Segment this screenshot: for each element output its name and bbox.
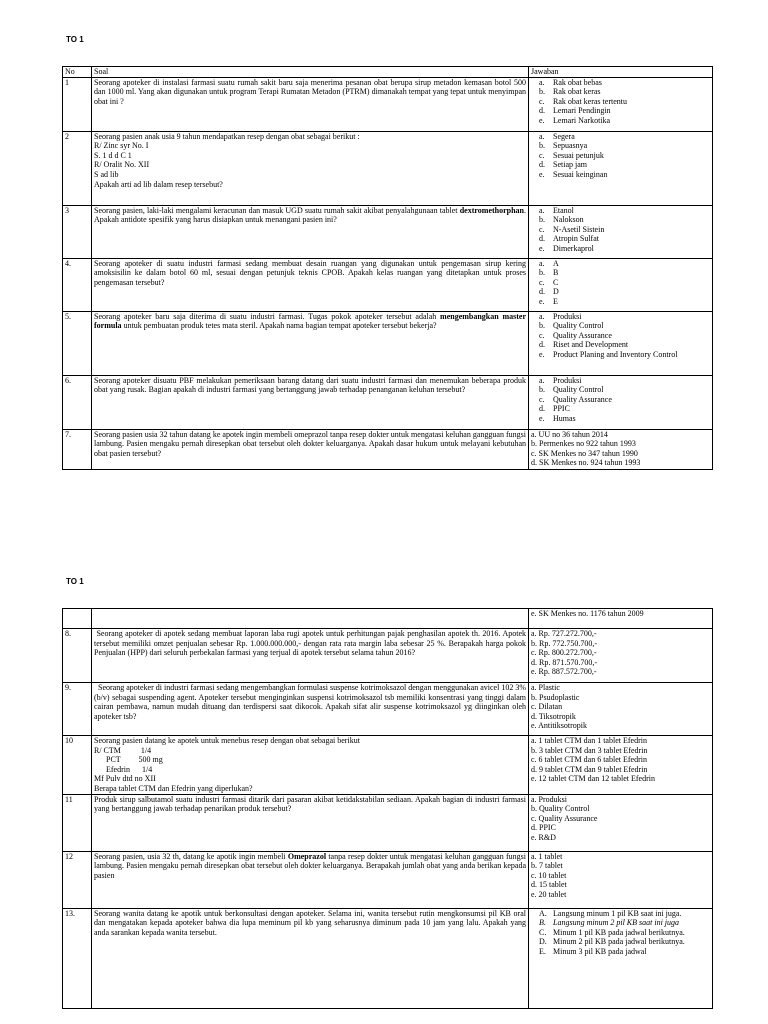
question-line: Seorang pasien usia 32 tahun datang ke apotek ingin membeli omeprazol tanpa resep dokter untuk mengatasi keluhan gangguan fungsi lambung. Pasien mengaku pernah diresepkan obat tersebut oleh dokter keluarganya. Apakah dasar hukum untuk melayani kebutuhan obat pasien tersebut? [94,429,528,458]
option-text: C [553,277,559,287]
answer-options [531,206,710,254]
option-text: Langsung minum 1 pil KB saat ini juga. [553,908,682,918]
option-marker: d. [539,287,545,297]
answer-option [539,243,710,254]
answer-option [539,349,710,360]
option-marker: c. [539,277,545,287]
answer-option: e. Rp. 887.572.700,- [531,667,597,677]
option-marker: e. [539,115,545,125]
option-text: Minum 1 pil KB pada jadwal berikutnya. [553,927,685,937]
question-text [92,908,529,1008]
answer-options [531,78,710,126]
answer-option [539,375,710,386]
option-text: N-Asetil Sistein [553,224,605,234]
option-marker: b. [539,87,545,97]
question-line: Seorang apoteker di suatu industri farmasi sedang membuat desain ruangan yang digunakan untuk pengemasan sirup kering amoksisilin ke dalam botol 60 ml, sesuai dengan petunjuk teknis CPOB. Apakah kelas ruangan yang ditetapkan untuk proses pengemasan tersebut? [94,258,528,287]
question-table-1 [62,66,713,470]
question-emphasis: Omeprazol [287,851,327,861]
answer-option: d. PPIC [531,823,556,833]
answer-option [539,404,710,414]
question-text: Seorang pasien, usia 32 th, datang ke apotik ingin membeli Omeprazol tanpa resep dokter untuk mengatasi keluhan gangguan fungsi lambung. Pasien mengaku pernah diresepkan obat tersebut oleh dokter keluarganya. Berapakah jumlah obat yang anda berikan kepada pasien [92,851,529,908]
question-row [63,851,713,908]
answer-option [539,277,710,288]
option-marker: e. [539,243,545,253]
question-emphasis: mengembangkan master formula [94,311,527,331]
question-line: Seorang apoteker di industri farmasi sedang mengembangkan formulasi suspense kotrimoksazol dengan menggunakan avicel 102 3% (b/v) sebagai suspending agent. Apoteker tersebut menginginkan suspensi kotrimoksazol tsb memiliki konsentrasi yang tinggi dalam cairan pembawa, namun mudah dituang dan terdispersi saat dikocok. Apakah sifat alir suspense kotrimoksazol yg diinginkan oleh apoteker tsb? [94,683,528,721]
option-marker: e. [539,296,545,306]
answer-option [539,385,710,395]
answer-option [539,224,710,235]
option-text: B [553,268,559,278]
option-marker: b. [539,268,545,278]
answer-options [531,376,710,424]
option-marker: a. [539,311,545,321]
option-text: Sepuasnya [553,141,588,151]
answer-cell [529,908,713,1008]
answer-option [539,96,710,107]
answer-options [531,132,710,180]
question-line: Produk sirup salbutamol suatu industri farmasi ditarik dari pasaran akibat ketidakstabilan sediaan. Apakah bagian di industri farmasi yang bertanggung jawab terhadap penarikan produk tersebut? [94,794,528,814]
answer-option: b. Permenkes no 922 tahun 1993 [531,439,636,449]
question-row [63,429,713,469]
question-table-2 [62,608,713,1009]
answer-option: a. Produksi [531,794,567,804]
question-number: 4. [63,258,92,311]
answer-option: e. 12 tablet CTM dan 12 tablet Efedrin [531,774,655,784]
answer-option [539,330,710,341]
option-marker: e. [539,169,545,179]
answer-option [539,234,710,244]
answer-option [539,106,710,116]
answer-cell [529,258,713,311]
option-text: Segera [553,131,575,141]
answer-cell [529,683,713,736]
question-text [92,258,529,311]
question-line: PCT 500 mg [94,755,163,765]
answer-option: b. Quality Control [531,804,590,814]
question-row [63,375,713,429]
option-text: Minum 2 pil KB pada jadwal berikutnya. [553,937,685,947]
question-line: Seorang pasien anak usia 9 tahun mendapatkan resep dengan obat sebagai berikut : [94,131,360,141]
answer-cell [529,629,713,683]
answer-option [539,946,710,957]
question-number: 12 [63,851,92,908]
answer-option [539,394,710,405]
option-text: Langsung minum 2 pil KB saat ini juga [553,918,680,928]
option-text: Quality Assurance [553,330,612,340]
table-header-row [63,67,713,78]
answer-option: c. Dilatan [531,702,563,712]
question-row [63,131,713,205]
option-marker: b. [539,321,545,331]
option-text: D [553,287,559,297]
answer-option [539,927,710,938]
answer-option [539,141,710,151]
answer-option: c. 10 tablet [531,870,567,880]
answer-option [539,311,710,322]
option-text: Setiap jam [553,160,587,170]
answer-option: e. 20 tablet [531,889,567,899]
option-text: PPIC [553,404,570,414]
answer-option: b. Rp. 772.750.700,- [531,638,597,648]
option-marker: c. [539,150,545,160]
option-text: E [553,296,558,306]
answer-option: c. Quality Assurance [531,813,598,823]
option-marker: e. [539,349,545,359]
answer-option [539,908,710,919]
answer-option: e. Antitiksotropik [531,721,587,731]
answer-option: a. 1 tablet CTM dan 1 tablet Efedrin [531,736,647,745]
option-marker: E. [539,946,546,956]
answer-option: c. 6 tablet CTM dan 6 tablet Efedrin [531,755,647,765]
option-text: Rak obat keras tertentu [553,96,627,106]
answer-options [531,312,710,360]
option-marker: b. [539,385,545,395]
header-no: No [63,67,92,78]
answer-options [531,259,710,307]
answer-option: d. Rp. 871.570.700,- [531,657,597,667]
continuation-row [63,609,713,629]
option-marker: d. [539,160,545,170]
option-text: Quality Control [553,385,604,395]
answer-cell [529,77,713,131]
option-marker: c. [539,394,545,404]
question-line: S. 1 d d C 1 [94,150,132,160]
answer-option [539,169,710,180]
option-marker: c. [539,330,545,340]
answer-option [539,205,710,216]
page-label-1: TO 1 [66,35,84,44]
answer-options [531,909,710,957]
answer-option: d. 9 tablet CTM dan 9 tablet Efedrin [531,764,648,774]
option-text: Quality Assurance [553,394,612,404]
question-number: 2 [63,131,92,205]
question-text: Seorang pasien, laki-laki mengalami keracunan dan masuk UGD suatu rumah sakit akibat penyalahgunaan tablet dextromethorphan. Apakah antidote spesifik yang harus disiapkan untuk menangani pasien ini? [92,205,529,258]
option-text: Rak obat bebas [553,77,602,87]
question-row [63,629,713,683]
question-number: 8. [63,629,92,683]
answer-cell [529,851,713,908]
option-text: Minum 3 pil KB pada jadwal [553,946,647,956]
question-line: R/ Oralit No. XII [94,160,150,170]
answer-option [539,918,710,928]
answer-option [539,150,710,161]
question-row [63,736,713,795]
option-marker: a. [539,77,545,87]
answer-option [539,413,710,424]
answer-option [539,268,710,278]
question-text [92,375,529,429]
question-number: 11 [63,794,92,851]
option-text: Lemari Pendingin [553,106,611,116]
answer-option: b. Psudoplastic [531,692,580,702]
page-label-2: TO 1 [66,577,84,586]
option-text: Nalokson [553,215,584,225]
option-marker: d. [539,106,545,116]
answer-cell [529,131,713,205]
option-marker: a. [539,258,545,268]
answer-option [539,321,710,331]
question-row [63,908,713,1008]
question-number: 9. [63,683,92,736]
question-number: 13. [63,908,92,1008]
question-row [63,77,713,131]
answer-option [539,937,710,947]
option-marker: b. [539,215,545,225]
question-row [63,683,713,736]
question-text: Seorang apoteker baru saja diterima di suatu industri farmasi. Tugas pokok apoteker tersebut adalah mengembangkan master formula untuk pembuatan produk tetes mata steril. Apakah nama bagian tempat apoteker tersebut bekerja? [92,311,529,375]
header-soal: Soal [92,67,529,78]
question-line: Apakah arti ad lib dalam resep tersebut? [94,179,223,189]
option-marker: d. [539,234,545,244]
question-number: 10 [63,736,92,795]
question-line: Seorang pasien datang ke apotek untuk menebus resep dengan obat sebagai berikut [94,736,360,745]
continuation-question [92,609,529,629]
answer-option [539,115,710,126]
option-text: Dimerkaprol [553,243,594,253]
option-text: Sesuai petunjuk [553,150,604,160]
answer-option [539,296,710,307]
option-text: Quality Control [553,321,604,331]
option-marker: D. [539,937,547,947]
question-text [92,629,529,683]
question-number: 3 [63,205,92,258]
option-text: Product Planing and Inventory Control [553,349,678,359]
answer-option [539,160,710,170]
question-text [92,429,529,469]
question-text [92,794,529,851]
question-text [92,131,529,205]
question-row [63,205,713,258]
answer-cell [529,205,713,258]
answer-option [539,215,710,225]
header-jawaban: Jawaban [529,67,713,78]
option-marker: d. [539,404,545,414]
option-marker: e. [539,413,545,423]
answer-option: c. SK Menkes no 347 tahun 1990 [531,448,638,458]
option-text: Etanol [553,205,574,215]
question-line: Seorang apoteker disuatu PBF melakukan pemeriksaan barang datang dari suatu industri farmasi dan menemukan beberapa produk obat yang rusak. Bagian apakah di industri farmasi yang bertanggung jawab terhadap penanganan keluhan tersebut? [94,375,528,395]
answer-option: b. 7 tablet [531,861,563,871]
question-row [63,794,713,851]
option-marker: a. [539,375,545,385]
answer-option [539,131,710,142]
option-text: Produksi [553,311,582,321]
question-text [92,683,529,736]
option-text: Riset and Development [553,340,629,350]
answer-option: d. SK Menkes no. 924 tahun 1993 [531,458,641,468]
answer-option [539,77,710,88]
answer-option: b. 3 tablet CTM dan 3 tablet Efedrin [531,745,648,755]
answer-cell [529,794,713,851]
question-line: R/ CTM 1/4 [94,745,152,755]
answer-option [539,287,710,297]
answer-cell [529,311,713,375]
option-marker: a. [539,205,545,215]
option-text: Lemari Narkotika [553,115,611,125]
question-line: Berapa tablet CTM dan Efedrin yang diperlukan? [94,783,253,793]
question-row [63,258,713,311]
question-line: R/ Zinc syr No. I [94,141,149,151]
answer-option: c. Rp. 800.272.700,- [531,648,597,658]
option-marker: A. [539,908,547,918]
question-line: Seorang apoteker di apotek sedang membuat laporan laba rugi apotek untuk perhitungan pajak penghasilan apotek th. 2016. Apotek tersebut memiliki omzet penjualan sebesar Rp. 1.000.000.000,- dengan rata rata margin laba sebesar 25 %. Berapakah harga pokok Penjualan (HPP) dari seluruh perbekalan farmasi yang terjual di apotek tersebut selama tahun 2016? [94,629,529,658]
option-marker: C. [539,927,547,937]
question-text [92,77,529,131]
question-line: S ad lib [94,169,119,179]
question-text [92,736,529,795]
option-text: Produksi [553,375,582,385]
question-number: 6. [63,375,92,429]
option-text: Atropin Sulfat [553,234,599,244]
option-marker: c. [539,224,545,234]
answer-option: e. SK Menkes no. 1176 tahun 2009 [529,609,713,629]
option-text: Humas [553,413,576,423]
answer-option: d. Tiksotropik [531,711,576,721]
option-text: Rak obat keras [553,87,601,97]
option-marker: c. [539,96,545,106]
answer-option [539,340,710,350]
question-line: Mf Pulv dtd no XII [94,774,156,784]
answer-option: a. Plastic [531,683,560,692]
answer-option: a. 1 tablet [531,851,563,861]
question-line: Seorang wanita datang ke apotik untuk berkonsultasi dengan apoteker. Selama ini, wanita tersebut rutin mengkonsumsi pil KB oral dan mengatakan kepada apoteker bahwa dia lupa meminum pil kb yang seharusnya diminum pada 10 jam yang lalu. Apakah yang anda sarankan kepada wanita tersebut. [94,908,528,937]
answer-cell [529,429,713,469]
answer-option: a. UU no 36 tahun 2014 [531,429,608,439]
question-number: 5. [63,311,92,375]
question-number: 1 [63,77,92,131]
answer-cell [529,375,713,429]
question-line: Seorang apoteker di instalasi farmasi suatu rumah sakit baru saja menerima pesanan obat berupa sirup metadon kemasan botol 500 dan 1000 ml. Yang akan digunakan untuk program Terapi Rumatan Metadon (PTRM) dimanakah tempat yang tepat untuk menyimpan obat ini ? [94,77,528,106]
answer-option [539,87,710,97]
option-marker: B. [539,918,546,928]
question-row [63,311,713,375]
option-text: A [553,258,559,268]
continuation-no [63,609,92,629]
answer-option: a. Rp. 727.272.700,- [531,629,597,638]
option-text: Sesuai keinginan [553,169,608,179]
question-emphasis: dextromethorphan [459,205,524,215]
option-marker: d. [539,340,545,350]
answer-option [539,258,710,269]
question-number: 7. [63,429,92,469]
answer-option: d. 15 tablet [531,880,567,890]
answer-cell [529,736,713,795]
answer-option: e. R&D [531,832,556,842]
question-line: Efedrin 1/4 [94,764,153,774]
option-marker: a. [539,131,545,141]
option-marker: b. [539,141,545,151]
